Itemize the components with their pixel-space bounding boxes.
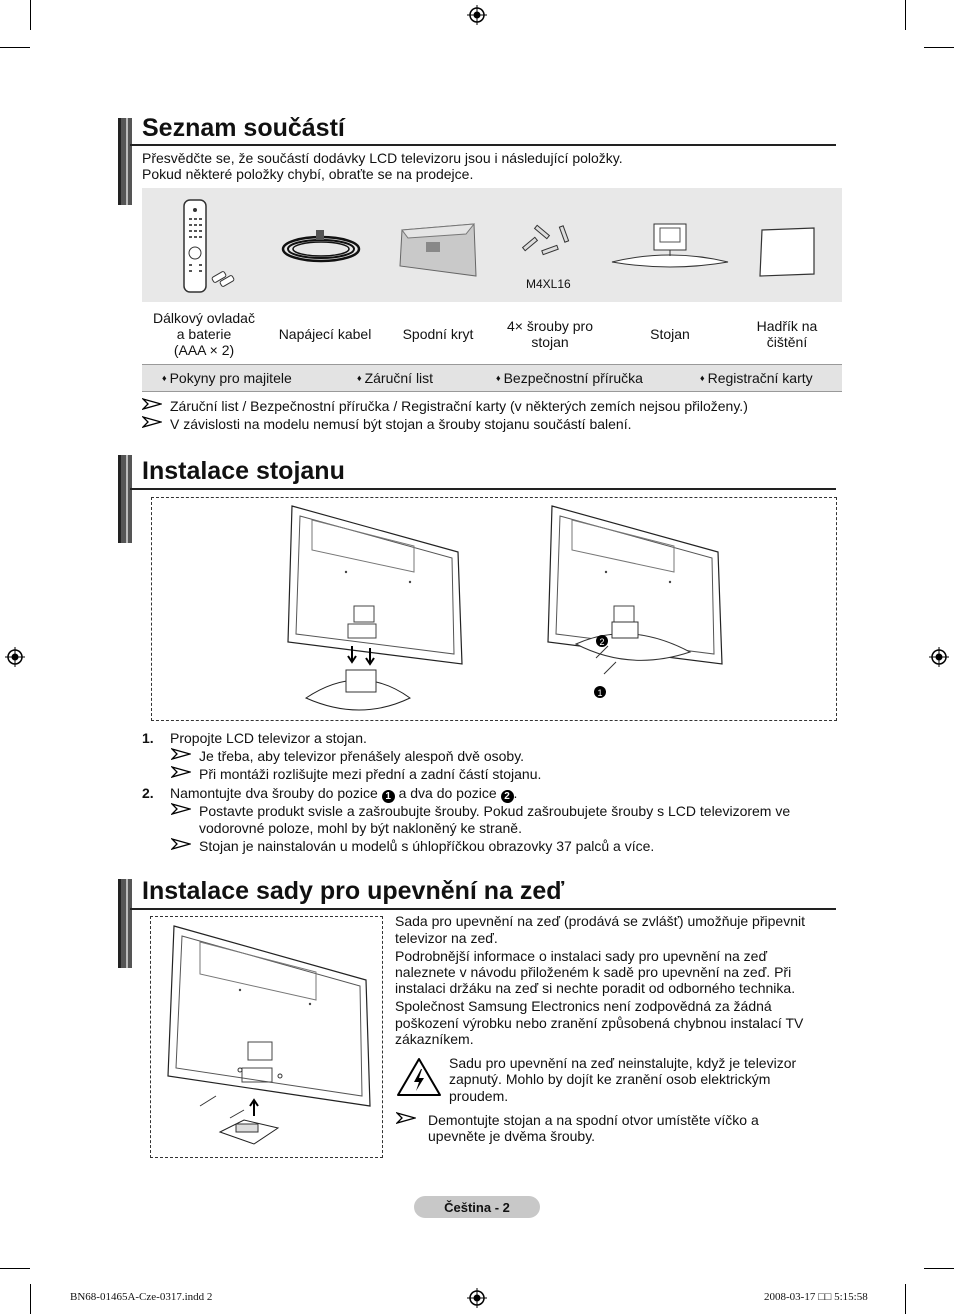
note-text: Postavte produkt svisle a zašroubujte šrouby. Pokud zašroubujete šrouby s LCD televizorem ve [199,803,791,819]
crop-mark [905,1284,906,1314]
screw-code: M4XL16 [526,277,571,291]
step-text: Namontujte dva šrouby do pozice 1 a dva do pozice 2 . [170,785,518,802]
intro-line: Přesvědčte se, že součástí dodávky LCD televizoru jsou i následující položky. [142,150,623,166]
part-name-stand: Stojan [650,326,690,342]
part-name-cable: Napájecí kabel [278,326,372,342]
warning-text: proudem. [449,1088,509,1104]
stand-icon [608,218,732,272]
note-arrow-icon [142,416,162,428]
crop-mark [30,0,31,30]
document-item: ♦ Bezpečnostní příručka [496,370,643,386]
part-name-screws: 4× šrouby pro stojan [507,318,593,350]
position-marker-1: 1 [382,790,395,803]
cleaning-cloth-icon [758,226,818,278]
diamond-icon: ♦ [162,373,167,383]
step-number: 1. [142,730,154,746]
svg-text:2: 2 [599,637,605,647]
wall-mount-paragraph: Sada pro upevnění na zeď (prodává se zvlášť) umožňuje připevnit [395,913,805,929]
parts-image-band [142,188,842,302]
note-text: Je třeba, aby televizor přenášely alespoň dvě osoby. [199,748,525,764]
note-arrow-icon [171,838,191,850]
step-number: 2. [142,785,154,801]
warning-text: zapnutý. Mohlo by dojít ke zranění osob elektrickým [449,1071,771,1087]
diamond-icon: ♦ [357,373,362,383]
note-text: upevněte je dvěma šrouby. [428,1128,596,1144]
step-text: Propojte LCD televizor a stojan. [170,730,367,746]
section-rule [130,488,836,490]
section-marker [118,879,132,968]
wall-mount-paragraph: instalaci držáku na zeď si nechte poradit od odborného technika. [395,980,796,996]
section-title-components: Seznam součástí [142,114,345,142]
part-name-cloth: Hadřík na čištění [756,318,818,350]
warning-text: Sadu pro upevnění na zeď neinstalujte, když je televizor [449,1055,797,1071]
registration-mark-icon [5,647,25,667]
note-arrow-icon [396,1112,416,1124]
electric-shock-warning-icon [396,1056,442,1098]
tv-back-screws-illustration [540,502,730,702]
wall-mount-paragraph: poškození výrobku nebo zranění způsobená chybnou instalací TV [395,1015,804,1031]
note-arrow-icon [142,398,162,410]
crop-mark [905,0,906,30]
wall-mount-paragraph: Podrobnější informace o instalaci sady pro upevnění na zeď [395,948,768,964]
section-marker [118,118,132,205]
crop-mark [0,1268,30,1269]
crop-mark [924,1268,954,1269]
section-rule [130,908,836,910]
wall-mount-paragraph: zákazníkem. [395,1031,474,1047]
position-marker-2: 2 [501,790,514,803]
note-text: vodorovné poloze, mohl by být nakloněný ke straně. [199,820,522,836]
screws-icon [516,222,576,266]
bottom-cover-icon [396,220,480,280]
note-arrow-icon [171,748,191,760]
section-title-stand: Instalace stojanu [142,457,345,485]
registration-mark-icon [929,647,949,667]
footer-timestamp: 2008-03-17 □□ 5:15:58 [764,1291,868,1303]
document-item: ♦ Pokyny pro majitele [162,370,292,386]
crop-mark [924,47,954,48]
diamond-icon: ♦ [496,373,501,383]
note-arrow-icon [171,803,191,815]
registration-mark-icon [467,5,487,25]
wall-mount-paragraph: televizor na zeď. [395,930,498,946]
power-cable-icon [276,228,366,270]
tv-back-with-stand-illustration [280,502,470,716]
section-title-wall-mount: Instalace sady pro upevnění na zeď [142,877,565,905]
footer-filename: BN68-01465A-Cze-0317.indd 2 [70,1291,213,1303]
part-name-remote: Dálkový ovladač a baterie (AAA × 2) [153,310,255,358]
tv-back-wall-mount-illustration [160,920,376,1152]
page-number-badge: Čeština - 2 [414,1196,540,1218]
note-arrow-icon [171,766,191,778]
crop-mark [30,1284,31,1314]
document-item: ♦ Registrační karty [700,370,813,386]
diamond-icon: ♦ [700,373,705,383]
crop-mark [0,47,30,48]
part-name-cover: Spodní kryt [402,326,474,342]
svg-text:1: 1 [597,688,603,698]
note-text: Záruční list / Bezpečnostní příručka / Registrační karty (v některých zemích nejsou přiloženy.) [170,398,748,414]
note-text: Demontujte stojan a na spodní otvor umístěte víčko a [428,1112,759,1128]
note-text: Při montáži rozlišujte mezi přední a zadní částí stojanu. [199,766,542,782]
section-rule [130,144,836,146]
note-text: Stojan je nainstalován u modelů s úhlopříčkou obrazovky 37 palců a více. [199,838,655,854]
note-text: V závislosti na modelu nemusí být stojan a šrouby stojanu součástí balení. [170,416,632,432]
wall-mount-paragraph: Společnost Samsung Electronics není zodpovědná za žádná [395,998,772,1014]
stand-illustration-frame [151,497,837,721]
wall-mount-paragraph: naleznete v návodu přiloženém k sadě pro upevnění na zeď. Při [395,964,792,980]
registration-mark-icon [467,1288,487,1308]
remote-control-icon [180,198,240,294]
section-marker [118,455,132,543]
intro-line: Pokud některé položky chybí, obraťte se na prodejce. [142,166,474,182]
document-item: ♦ Záruční list [357,370,434,386]
